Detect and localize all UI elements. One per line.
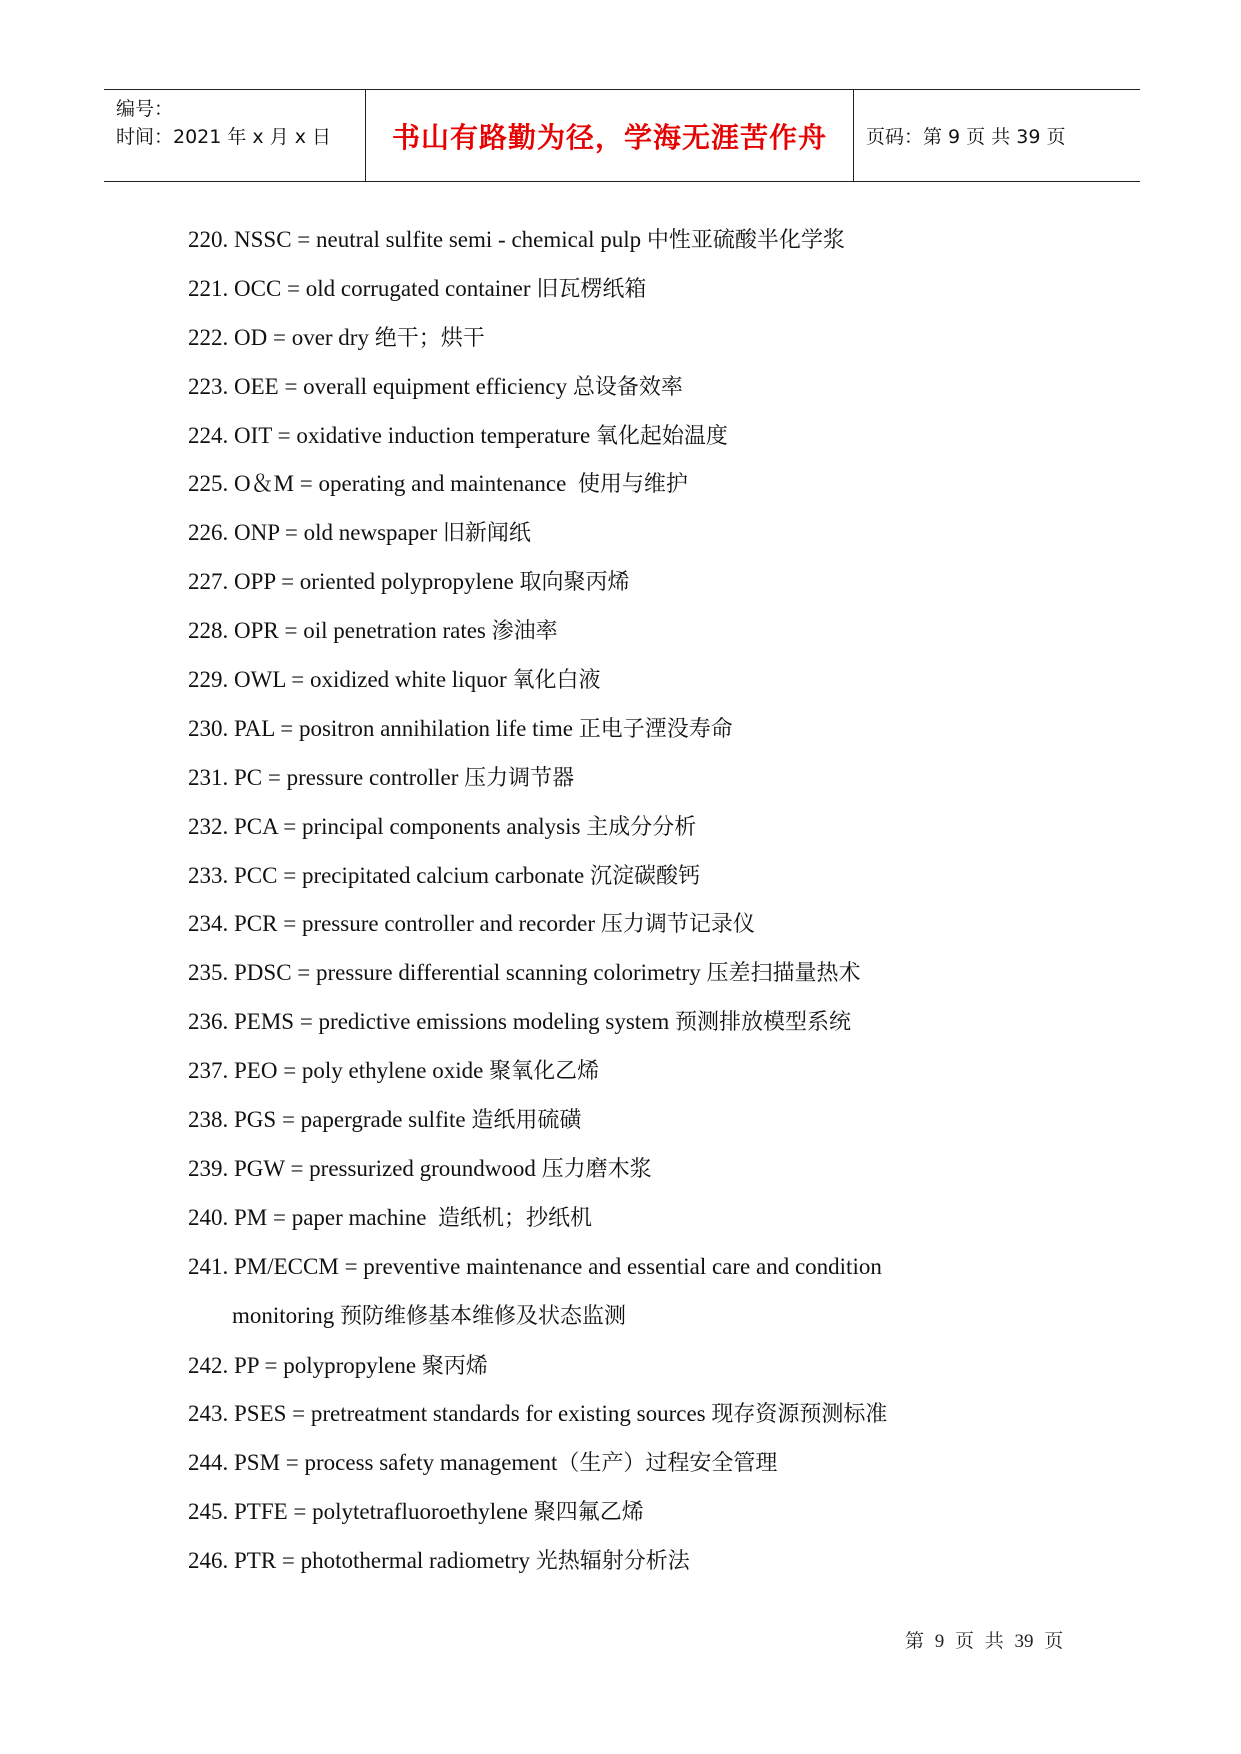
- doc-number-label: 编号：: [116, 98, 174, 120]
- term-zh: 中性亚硫酸半化学浆: [646, 228, 845, 253]
- page-footer: 第 9 页 共 39 页: [905, 1631, 1064, 1652]
- term-zh: 压力磨木浆: [541, 1156, 652, 1182]
- term-zh: 压力调节器: [464, 765, 575, 791]
- term-zh: 光热辐射分析法: [535, 1549, 690, 1575]
- term-en: 244. PSM = process safety management: [188, 1450, 558, 1476]
- term-zh: 旧瓦楞纸箱: [536, 276, 647, 302]
- term-en: 224. OIT = oxidative induction temperature: [188, 422, 596, 448]
- term-en: 225. O＆M = operating and maintenance: [188, 471, 578, 497]
- term-en: 223. OEE = overall equipment efficiency: [188, 373, 573, 399]
- list-item: [188, 1439, 1088, 1488]
- term-en: 239. PGW = pressurized groundwood: [188, 1155, 542, 1181]
- header-info-cell: [104, 90, 366, 181]
- motto-text: 书山有路勤为径，学海无涯苦作舟: [391, 120, 827, 154]
- term-zh: 氧化白液: [512, 668, 601, 694]
- term-zh: 聚丙烯: [421, 1353, 488, 1379]
- term-zh: 预防维修基本维修及状态监测: [339, 1303, 626, 1329]
- list-item: [188, 265, 1088, 314]
- list-item: [188, 460, 1088, 509]
- term-en: 227. OPP = oriented polypropylene: [188, 569, 520, 595]
- term-en: 241. PM/ECCM = preventive maintenance and essential care and condition: [188, 1253, 882, 1279]
- term-en: 240. PM = paper machine: [188, 1204, 438, 1230]
- term-en: 226. ONP = old newspaper: [188, 520, 443, 546]
- term-en: 242. PP = polypropylene: [188, 1352, 422, 1378]
- term-en: 222. OD = over dry: [188, 324, 375, 350]
- term-zh: 取向聚丙烯: [519, 570, 630, 596]
- term-zh: 造纸用硫磺: [471, 1108, 582, 1134]
- term-zh: 正电子湮没寿命: [578, 716, 733, 742]
- header-motto-cell: [366, 90, 854, 181]
- list-item: [188, 607, 1088, 656]
- term-en: 233. PCC = precipitated calcium carbonate: [188, 862, 590, 888]
- term-en: 221. OCC = old corrugated container: [188, 275, 537, 301]
- list-item: [188, 754, 1088, 803]
- term-en: 235. PDSC = pressure differential scanning colorimetry: [188, 960, 707, 986]
- list-item: [188, 1537, 1088, 1586]
- list-item: [188, 558, 1088, 607]
- term-en: 231. PC = pressure controller: [188, 764, 465, 790]
- list-item: [188, 1243, 1088, 1342]
- term-en: 243. PSES = pretreatment standards for existing sources: [188, 1401, 712, 1427]
- term-zh: 压差扫描量热术: [706, 961, 861, 987]
- term-zh: 渗油率: [491, 619, 558, 645]
- doc-date-label: 时间：2021 年 x 月 x 日: [116, 126, 332, 148]
- term-zh: 主成分分析: [586, 814, 697, 840]
- list-item: [188, 1342, 1088, 1391]
- term-zh: 旧新闻纸: [442, 521, 531, 547]
- list-item: [188, 1145, 1088, 1194]
- term-en: 228. OPR = oil penetration rates: [188, 618, 492, 644]
- term-zh: 聚四氟乙烯: [533, 1500, 644, 1526]
- list-item: [188, 998, 1088, 1047]
- term-zh: 总设备效率: [572, 374, 683, 400]
- term-zh: 绝干；烘干: [374, 325, 485, 351]
- term-en: 232. PCA = principal components analysis: [188, 813, 587, 839]
- term-en: 238. PGS = papergrade sulfite: [188, 1107, 472, 1133]
- list-item: [188, 509, 1088, 558]
- term-zh: 压力调节记录仪: [600, 912, 755, 938]
- list-item: [188, 900, 1088, 949]
- term-en: 246. PTR = photothermal radiometry: [188, 1548, 536, 1574]
- term-en: 236. PEMS = predictive emissions modeling system: [188, 1009, 676, 1035]
- list-item: [188, 1096, 1088, 1145]
- term-en: 245. PTFE = polytetrafluoroethylene: [188, 1499, 534, 1525]
- list-item: [188, 1194, 1088, 1243]
- list-item: [188, 803, 1088, 852]
- list-item: [188, 216, 1088, 265]
- term-zh: （生产）过程安全管理: [557, 1451, 778, 1477]
- list-item: [188, 1488, 1088, 1537]
- glossary-list: [188, 216, 1088, 1586]
- term-en: 230. PAL = positron annihilation life time: [188, 715, 579, 741]
- term-zh: 沉淀碳酸钙: [589, 863, 700, 889]
- term-en-cont: monitoring: [232, 1302, 340, 1328]
- term-zh: 氧化起始温度: [595, 423, 728, 449]
- term-zh: 造纸机；抄纸机: [437, 1205, 592, 1231]
- page-number-label: 页码：第 9 页 共 39 页: [866, 126, 1066, 148]
- term-continuation: [188, 1292, 1088, 1342]
- header-table: [104, 89, 1140, 182]
- term-zh: 预测排放模型系统: [675, 1010, 852, 1036]
- term-en: 234. PCR = pressure controller and recorder: [188, 911, 601, 937]
- list-item: [188, 852, 1088, 901]
- list-item: [188, 1390, 1088, 1439]
- list-item: [188, 705, 1088, 754]
- list-item: [188, 412, 1088, 461]
- term-zh: 使用与维护: [577, 472, 688, 498]
- list-item: [188, 949, 1088, 998]
- list-item: [188, 656, 1088, 705]
- term-zh: 聚氧化乙烯: [489, 1059, 600, 1085]
- header-page-cell: [854, 90, 1140, 181]
- term-zh: 现存资源预测标准: [711, 1402, 888, 1428]
- term-en: 220. NSSC = neutral sulfite semi - chemical pulp: [188, 227, 647, 252]
- list-item: [188, 363, 1088, 412]
- term-en: 237. PEO = poly ethylene oxide: [188, 1058, 490, 1084]
- term-en: 229. OWL = oxidized white liquor: [188, 667, 513, 693]
- list-item: [188, 1047, 1088, 1096]
- list-item: [188, 314, 1088, 363]
